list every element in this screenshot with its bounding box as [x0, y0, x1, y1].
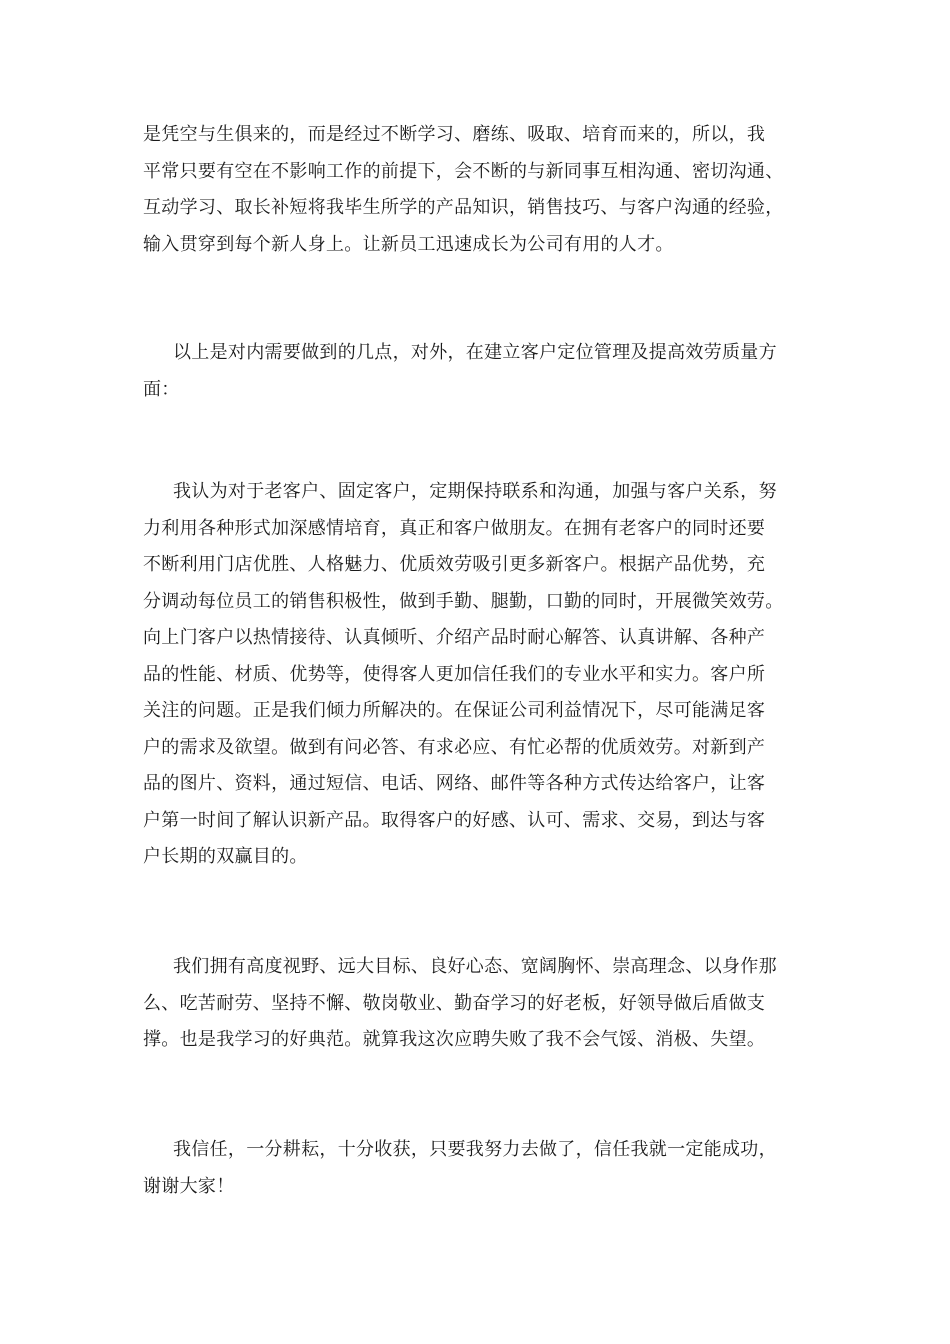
paragraph-line: 输入贯穿到每个新人身上。让新员工迅速成长为公司有用的人才。	[143, 233, 674, 255]
paragraph-line: 以上是对内需要做到的几点，对外，在建立客户定位管理及提高效劳质量方	[173, 342, 777, 363]
paragraph-line: 户长期的双赢目的。	[143, 846, 308, 867]
paragraph-line: 户第一时间了解认识新产品。取得客户的好感、认可、需求、交易，到达与客	[143, 809, 766, 831]
paragraph-leadership	[143, 949, 807, 1059]
paragraph-line: 是凭空与生俱来的，而是经过不断学习、磨练、吸取、培育而来的，所以，我	[143, 124, 766, 145]
paragraph-line: 么、吃苦耐劳、坚持不懈、敬岗敬业、勤奋学习的好老板，好领导做后盾做支	[143, 992, 766, 1014]
paragraph-line: 户的需求及欲望。做到有问必答、有求必应、有忙必帮的优质效劳。对新到产	[143, 736, 766, 758]
paragraph-external-intro	[143, 335, 807, 408]
paragraph-line: 向上门客户以热情接待、认真倾听、介绍产品时耐心解答、认真讲解、各种产	[143, 627, 766, 648]
paragraph-line: 关注的问题。正是我们倾力所解决的。在保证公司利益情况下，尽可能满足客	[143, 700, 766, 721]
paragraph-line: 分调动每位员工的销售积极性，做到手勤、腿勤，口勤的同时，开展微笑效劳。	[143, 590, 784, 612]
paragraph-line: 我信任，一分耕耘，十分收获，只要我努力去做了，信任我就一定能成功，	[173, 1139, 777, 1160]
paragraph-line: 谢谢大家！	[143, 1175, 235, 1197]
paragraph-closing	[143, 1132, 807, 1205]
paragraph-line: 互动学习、取长补短将我毕生所学的产品知识，销售技巧、与客户沟通的经验，	[143, 197, 784, 218]
paragraph-line: 撑。也是我学习的好典范。就算我这次应聘失败了我不会气馁、消极、失望。	[143, 1029, 766, 1050]
paragraph-line: 不断利用门店优胜、人格魅力、优质效劳吸引更多新客户。根据产品优势，充	[143, 554, 766, 575]
paragraph-line: 平常只要有空在不影响工作的前提下，会不断的与新同事互相沟通、密切沟通、	[143, 160, 784, 182]
paragraph-line: 我认为对于老客户、固定客户，定期保持联系和沟通，加强与客户关系，努	[173, 481, 777, 502]
paragraph-line: 我们拥有高度视野、远大目标、良好心态、宽阔胸怀、崇高理念、以身作那	[173, 956, 777, 977]
paragraph-line: 品的性能、材质、优势等，使得客人更加信任我们的专业水平和实力。客户所	[143, 663, 766, 685]
paragraph-line: 面：	[143, 378, 180, 400]
paragraph-mentoring	[143, 117, 807, 263]
paragraph-line: 力利用各种形式加深感情培育，真正和客户做朋友。在拥有老客户的同时还要	[143, 517, 766, 539]
paragraph-customer-relations	[143, 474, 807, 876]
paragraph-line: 品的图片、资料，通过短信、电话、网络、邮件等各种方式传达给客户，让客	[143, 773, 766, 794]
